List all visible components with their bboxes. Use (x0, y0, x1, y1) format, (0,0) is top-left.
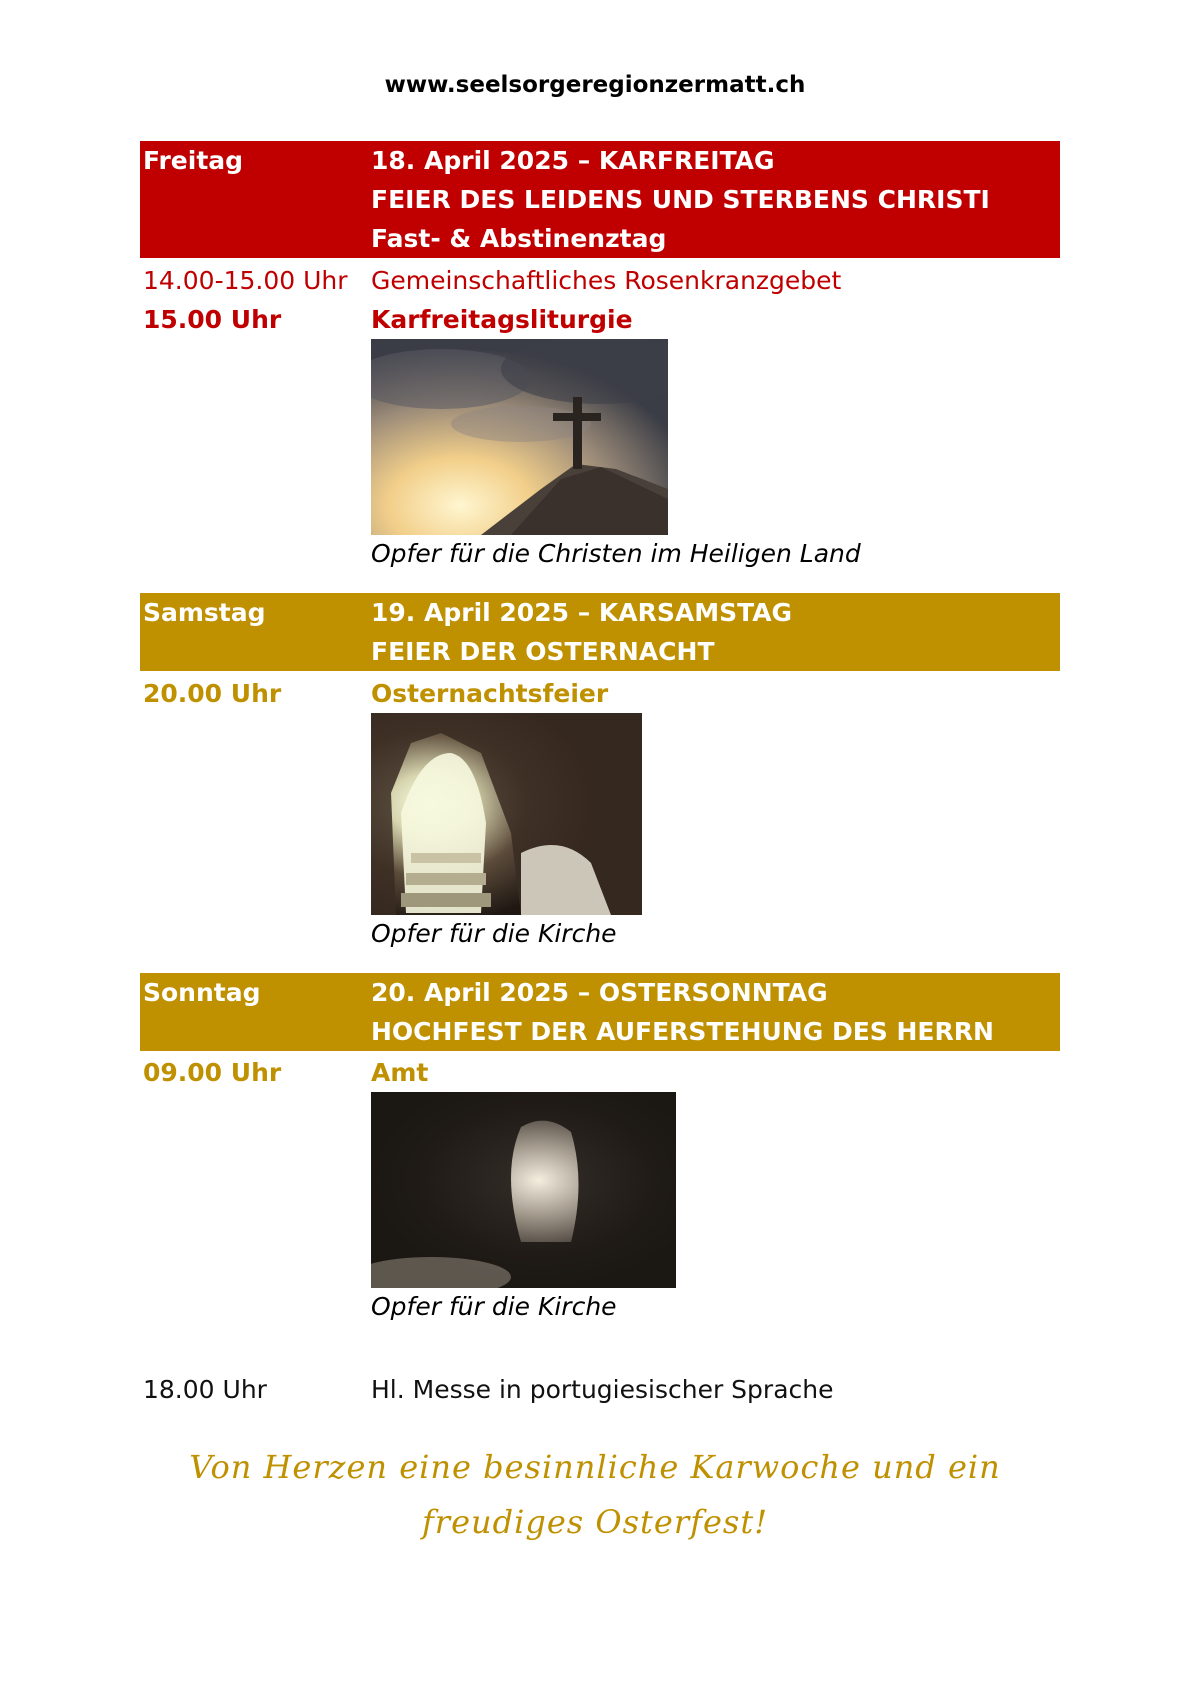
sunday-event-portuguese-mass (140, 1370, 1060, 1409)
open-tomb-steps-image (371, 713, 642, 915)
event-title: Osternachtsfeier (371, 679, 609, 708)
friday-event-rosary (140, 261, 1060, 300)
cross-on-hill-image (371, 339, 668, 535)
sunday-offer-note: Opfer für die Kirche (371, 1292, 617, 1321)
sunday-feast-title: HOCHFEST DER AUFERSTEHUNG DES HERRN (371, 1017, 994, 1046)
event-title: Hl. Messe in portugiesischer Sprache (371, 1375, 834, 1404)
event-title: Gemeinschaftliches Rosenkranzgebet (371, 266, 842, 295)
empty-tomb-image (371, 1092, 676, 1288)
friday-offer-note: Opfer für die Christen im Heiligen Land (371, 539, 861, 568)
event-time: 18.00 Uhr (143, 1375, 267, 1404)
sunday-day-label: Sonntag (143, 978, 261, 1007)
saturday-day-label: Samstag (143, 598, 266, 627)
friday-feast-title: FEIER DES LEIDENS UND STERBENS CHRISTI (371, 185, 990, 214)
saturday-header-band (140, 593, 1060, 671)
saturday-event-vigil (140, 674, 1060, 713)
sunday-event-mass (140, 1053, 1060, 1092)
friday-day-label: Freitag (143, 146, 244, 175)
saturday-offer-note: Opfer für die Kirche (371, 919, 617, 948)
event-time: 15.00 Uhr (143, 305, 282, 334)
sunday-date-title: 20. April 2025 – OSTERSONNTAG (371, 978, 828, 1007)
event-time: 09.00 Uhr (143, 1058, 282, 1087)
event-time: 20.00 Uhr (143, 679, 282, 708)
friday-fast-note: Fast- & Abstinenztag (371, 224, 667, 253)
website-url: www.seelsorgeregionzermatt.ch (384, 72, 806, 98)
event-title: Amt (371, 1058, 429, 1087)
event-time: 14.00-15.00 Uhr (143, 266, 348, 295)
sunday-header-band (140, 973, 1060, 1051)
event-title: Karfreitagsliturgie (371, 305, 633, 334)
friday-date-title: 18. April 2025 – KARFREITAG (371, 146, 775, 175)
friday-event-liturgy (140, 300, 1060, 339)
closing-greeting-line-1: Von Herzen eine besinnliche Karwoche und ein (189, 1448, 1001, 1486)
saturday-feast-title: FEIER DER OSTERNACHT (371, 637, 715, 666)
friday-header-band (140, 141, 1060, 258)
closing-greeting-line-2: freudiges Osterfest! (421, 1503, 769, 1541)
saturday-date-title: 19. April 2025 – KARSAMSTAG (371, 598, 793, 627)
